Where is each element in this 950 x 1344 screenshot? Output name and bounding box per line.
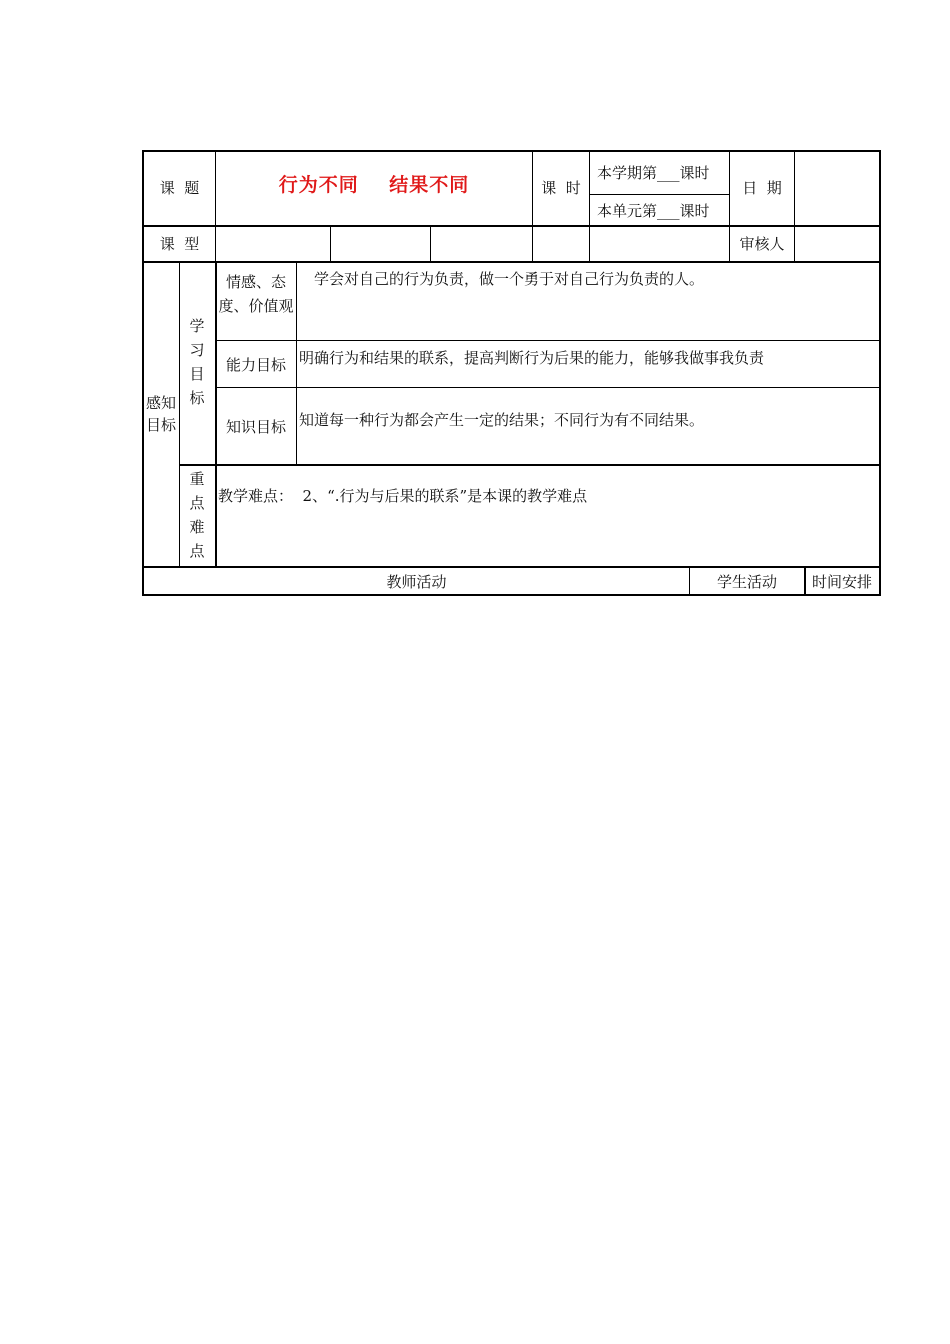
learning-objectives-label: 学习目标	[189, 317, 205, 407]
unit-period: 本单元第___课时	[597, 202, 710, 220]
obj-col-line-2	[215, 261, 217, 566]
type-label: 课 型	[159, 235, 200, 253]
col-line-f	[330, 225, 331, 261]
objective-label-attitude: 情感、态度、价值观	[218, 273, 294, 315]
teacher-activity-header: 教师活动	[386, 573, 447, 591]
col-line-g	[430, 225, 431, 261]
semester-period: 本学期第___课时	[597, 164, 710, 182]
key-points-text: 教学难点： 2、“.行为与后果的联系”是本课的教学难点	[218, 487, 588, 505]
date-label: 日 期	[742, 179, 782, 197]
reviewer-label: 审核人	[739, 235, 785, 253]
col-line-a	[215, 150, 216, 261]
col-line-c	[589, 150, 590, 261]
objective-label-ability: 能力目标	[225, 356, 286, 374]
obj-col-line-3	[296, 261, 297, 464]
topic-title: 行为不同 结果不同	[278, 174, 470, 196]
row-line-2	[142, 261, 881, 263]
obj-col-line-1	[179, 261, 180, 566]
topic-label: 课 题	[159, 179, 200, 197]
key-points-label: 重点难点	[189, 470, 205, 560]
col-line-b	[532, 150, 533, 261]
student-activity-header: 学生活动	[716, 573, 777, 591]
objective-line-3	[179, 464, 881, 466]
objective-label-knowledge: 知识目标	[225, 418, 286, 436]
col-line-e	[794, 150, 795, 261]
period-split-line	[589, 194, 729, 195]
objective-line-1	[216, 340, 881, 341]
objective-text-ability: 明确行为和结果的联系，提高判断行为后果的能力，能够我做事我负责	[299, 349, 765, 367]
activity-line	[142, 566, 881, 568]
time-arrangement-header: 时间安排	[811, 573, 872, 591]
objectives-group-label: 感知目标	[145, 394, 176, 434]
objective-line-2	[216, 387, 881, 388]
objective-text-knowledge: 知道每一种行为都会产生一定的结果；不同行为有不同结果。	[299, 411, 705, 429]
objective-text-attitude: 学会对自己的行为负责，做一个勇于对自己行为负责的人。	[314, 270, 705, 288]
period-label: 课 时	[541, 179, 581, 197]
row-line-1	[142, 225, 881, 227]
